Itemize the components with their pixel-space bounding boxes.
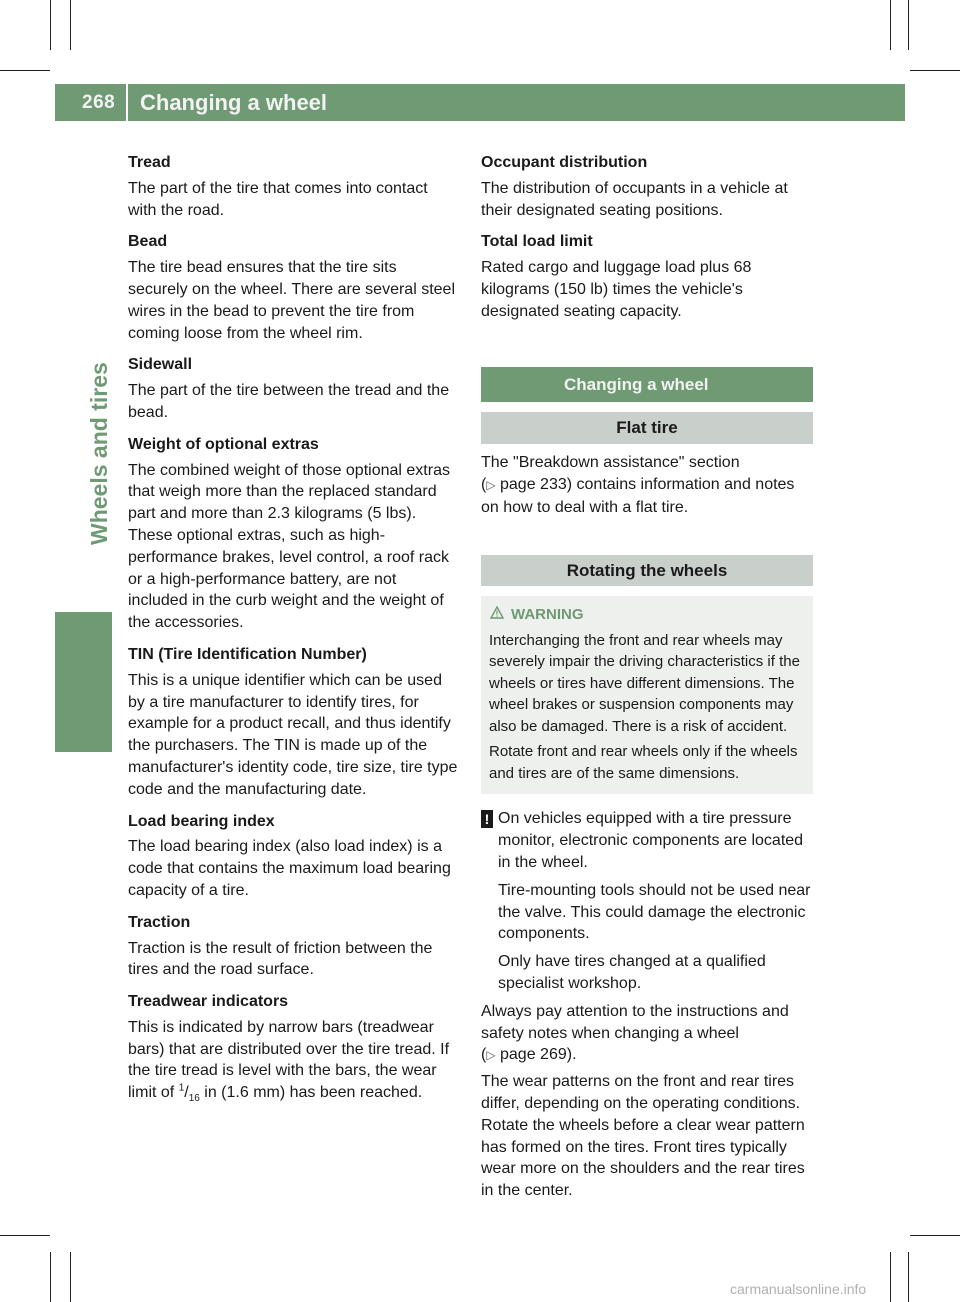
entry-term: Occupant distribution [481,154,648,171]
glossary-entry [128,434,460,634]
flat-tire-text-a: The "Breakdown assistance" section [481,454,740,472]
entry-text: Rated cargo and luggage load plus 68 kilograms (150 lb) times the vehicle's designated seating capacity. [481,259,752,320]
crop-mark [908,1252,909,1302]
warning-triangle-icon [489,604,505,626]
entry-text [128,1017,460,1104]
entry-term: TIN (Tire Identification Number) [128,645,367,663]
subsection-heading-rotating [481,555,813,587]
right-column [481,152,813,1212]
warning-box [481,596,813,794]
warning-label: WARNING [511,606,584,624]
entry-term: Tread [128,154,171,171]
fraction-numerator: 1 [178,1082,185,1094]
notice-exclamation-icon: ! [481,810,493,828]
entry-text: Traction is the result of friction between the tires and the road surface. [128,939,433,979]
attention-text: Always pay attention to the instructions and safety notes when changing a wheel (▷ page 269). [481,1002,789,1064]
glossary-entry [128,231,460,344]
crop-mark [890,1252,891,1302]
entry-text-tail: in (1.6 mm) has been reached. [199,1084,423,1102]
side-tab-label: Wheels and tires [86,362,112,545]
entry-term: Load bearing index [128,812,275,830]
header-separator [126,84,128,121]
page-reference-arrow-icon: ▷ [486,477,496,492]
glossary-entry [481,152,813,221]
entry-term: Traction [128,913,191,931]
side-tab-block [55,612,112,752]
entry-term: Treadwear indicators [128,993,289,1011]
subsection-title: Rotating the wheels [566,560,728,580]
left-column [128,152,460,1114]
entry-term: Bead [128,233,168,251]
entry-term: Sidewall [128,356,193,374]
page-reference-arrow-icon: ▷ [486,1048,496,1063]
notice-text: Tire-mounting tools should not be used near the valve. This could damage the electronic components. [498,881,811,943]
crop-mark [890,0,891,50]
entry-text: The tire bead ensures that the tire sits securely on the wheel. There are several steel wires in the bead to prevent the tire from coming loose from the wheel rim. [128,259,455,342]
wear-pattern-text: The wear patterns on the front and rear tires differ, depending on the operating conditions. Rotate the wheels before a clear wear pattern has formed on the tires. Front tires typically wear more on the shoulders and the rear tires in the center. [481,1073,805,1200]
crop-mark [908,0,909,50]
watermark: carmanualsonline.info [730,1281,867,1297]
attention-text-a: Always pay attention to the instructions and safety notes when changing a wheel [481,1002,789,1042]
crop-mark [910,70,960,71]
notice-block [481,808,813,994]
glossary-entry [128,912,460,981]
entry-text: The part of the tire that comes into contact with the road. [128,179,428,219]
warning-instruction: Rotate front and rear wheels only if the wheels and tires are of the same dimensions. [489,743,798,782]
subsection-title: Flat tire [616,418,678,438]
crop-mark [0,1235,50,1236]
glossary-entry [128,152,460,221]
fraction-slash: / [184,1084,189,1102]
crop-mark [910,1235,960,1236]
flat-tire-text-b: page 233) contains information and notes on how to deal with a flat tire. [481,475,795,516]
entry-text: The part of the tire between the tread and the bead. [128,382,450,421]
warning-heading [489,604,806,626]
entry-text-body: This is indicated by narrow bars (treadwear bars) that are distributed over the tire tread. If the tire tread is level with the bars, the wear limit of [128,1018,450,1102]
glossary-entry [128,811,460,902]
page-number: 268 [82,92,116,113]
attention-text-b: page 269). [495,1046,577,1064]
crop-mark [70,1252,71,1302]
glossary-entry [481,231,813,322]
glossary-entry [128,644,460,801]
crop-mark [50,0,51,50]
flat-tire-text: The "Breakdown assistance" section (▷ page 233) contains information and notes on how to deal with a flat tire. [481,454,795,516]
subsection-heading-flat-tire [481,412,813,444]
warning-text: Interchanging the front and rear wheels may severely impair the driving characteristics if the wheels or tires have different dimensions. The wheel brakes or suspension components may also be damaged. There is a risk of accident. [489,631,800,735]
entry-term: Weight of optional extras [128,435,319,453]
entry-text: The distribution of occupants in a vehicle at their designated seating positions. [481,179,788,219]
entry-text: This is a unique identifier which can be used by a tire manufacturer to identify tires, for example for a product recall, and thus identify the purchasers. The TIN is made up of the manufacturer's identity code, tire size, tire type code and the manufacturing date. [128,671,458,798]
crop-mark [50,1252,51,1302]
fraction-denominator: 16 [188,1093,200,1105]
entry-text: The combined weight of those optional extras that weigh more than the replaced standard part and more than 2.3 kilograms (5 lbs). These optional extras, such as high-performance brakes, level control, a roof rack or a high-performance battery, are not included in the curb weight and the weight of the accessories. [128,461,450,632]
notice-text: On vehicles equipped with a tire pressure monitor, electronic components are located in the wheel. [498,810,804,871]
glossary-entry [128,991,460,1104]
crop-mark [70,0,71,50]
entry-term: Total load limit [481,233,593,251]
entry-text: The load bearing index (also load index) is a code that contains the maximum load bearing capacity of a tire. [128,838,451,899]
notice-text: Only have tires changed at a qualified specialist workshop. [498,953,766,992]
glossary-entry [128,354,460,423]
page-title: Changing a wheel [140,90,328,115]
section-heading: Changing a wheel [481,367,813,403]
crop-mark [0,70,50,71]
